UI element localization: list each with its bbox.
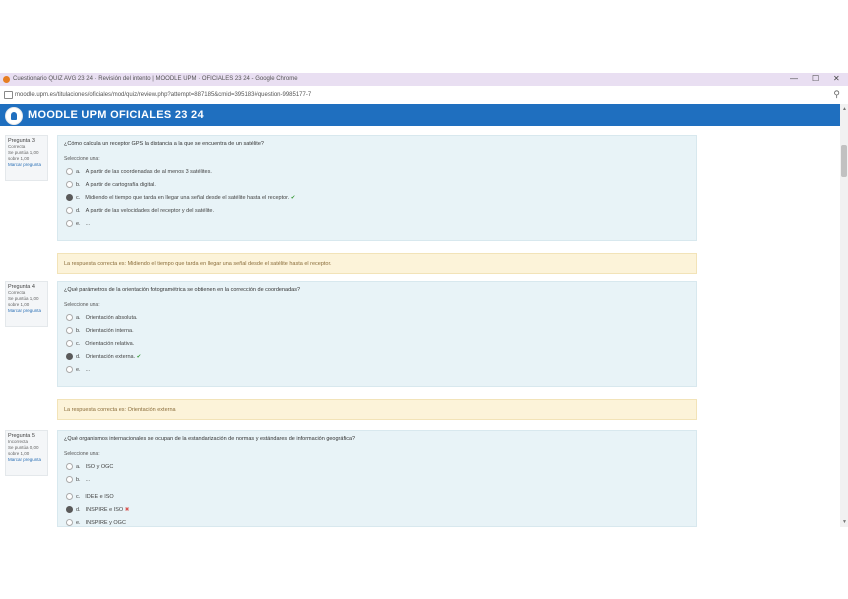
radio-button[interactable] [66, 207, 73, 214]
question-text: ¿Qué organismos internacionales se ocupan de la estandarización de normas y estándares de información geográfica? [64, 436, 356, 442]
answer-option[interactable]: d. Orientación externa. ✔ [66, 353, 141, 360]
answer-option[interactable]: b. ... [66, 476, 90, 483]
radio-button[interactable] [66, 327, 73, 334]
scroll-down-icon[interactable]: ▼ [842, 519, 847, 525]
correct-answer-feedback: La respuesta correcta es: Midiendo el tiempo que tarda en llegar una señal desde el satélite hasta el receptor. [57, 253, 697, 274]
window-title: Cuestionario QUIZ AVG 23 24 · Revisión del intento | MOODLE UPM · OFICIALES 23 24 - Google Chrome [13, 76, 298, 82]
moodle-header [0, 104, 840, 126]
question-state: Incorrecta [8, 439, 29, 444]
question-info [5, 430, 48, 476]
answer-option[interactable]: e. INSPIRE y OGC [66, 519, 126, 526]
question-prompt: Seleccione una: [64, 451, 100, 457]
answer-option[interactable]: e. ... [66, 366, 90, 373]
url-text[interactable]: moodle.upm.es/titulaciones/oficiales/mod/quiz/review.php?attempt=887185&cmid=395183#question-9985177-7 [15, 92, 312, 98]
maximize-button[interactable]: ☐ [812, 74, 820, 83]
radio-button[interactable] [66, 366, 73, 373]
radio-button[interactable] [66, 194, 73, 201]
question-number: Pregunta 3 [8, 138, 35, 144]
question-state: Correcta [8, 290, 26, 295]
answer-option[interactable]: a. A partir de las coordenadas de al menos 3 satélites. [66, 168, 212, 175]
question-text: ¿Cómo calcula un receptor GPS la distancia a la que se encuentra de un satélite? [64, 141, 264, 147]
question-info [5, 281, 48, 327]
question-score: Se puntúa 1,00 sobre 1,00 [8, 296, 39, 307]
minimize-button[interactable]: — [790, 74, 798, 83]
radio-button[interactable] [66, 181, 73, 188]
browser-window [0, 73, 848, 527]
radio-button[interactable] [66, 340, 73, 347]
radio-button[interactable] [66, 463, 73, 470]
question-box [57, 281, 697, 387]
question-number: Pregunta 5 [8, 433, 35, 439]
answer-option[interactable]: e. ... [66, 220, 90, 227]
question-prompt: Seleccione una: [64, 156, 100, 162]
question-state: Correcta [8, 144, 26, 149]
answer-option[interactable]: c. Orientación relativa. [66, 340, 134, 347]
answer-option[interactable]: a. ISO y OGC [66, 463, 113, 470]
radio-button[interactable] [66, 168, 73, 175]
question-prompt: Seleccione una: [64, 302, 100, 308]
question-box [57, 430, 697, 527]
question-box [57, 135, 697, 241]
close-button[interactable]: ✕ [833, 74, 840, 83]
scroll-up-icon[interactable]: ▲ [842, 106, 847, 112]
correct-icon: ✔ [136, 353, 142, 360]
answer-option[interactable]: b. A partir de cartografía digital. [66, 181, 156, 188]
address-bar[interactable] [0, 86, 848, 105]
answer-option[interactable]: d. A partir de las velocidades del receptor y del satélite. [66, 207, 214, 214]
moodle-logo-icon[interactable] [5, 107, 23, 125]
answer-option[interactable]: a. Orientación absoluta. [66, 314, 138, 321]
chrome-icon [3, 76, 10, 83]
question-text: ¿Qué parámetros de la orientación fotogramétrica se obtienen en la corrección de coordenadas? [64, 287, 301, 293]
answer-option[interactable]: d. INSPIRE e ISO ✖ [66, 506, 129, 513]
correct-answer-feedback: La respuesta correcta es: Orientación externa [57, 399, 697, 420]
correct-icon: ✔ [290, 194, 296, 201]
question-score: Se puntúa 0,00 sobre 1,00 [8, 445, 39, 456]
question-score: Se puntúa 1,00 sobre 1,00 [8, 150, 39, 161]
incorrect-icon: ✖ [124, 506, 130, 513]
answer-option[interactable]: c. Midiendo el tiempo que tarda en llegar una señal desde el satélite hasta el receptor. ✔ [66, 194, 295, 201]
radio-button[interactable] [66, 476, 73, 483]
radio-button[interactable] [66, 220, 73, 227]
question-number: Pregunta 4 [8, 284, 35, 290]
site-info-icon[interactable] [4, 91, 13, 99]
flag-question-link[interactable]: Marcar pregunta [8, 162, 42, 167]
radio-button[interactable] [66, 314, 73, 321]
answer-option[interactable]: b. Orientación interna. [66, 327, 134, 334]
flag-question-link[interactable]: Marcar pregunta [8, 457, 42, 462]
radio-button[interactable] [66, 519, 73, 526]
radio-button[interactable] [66, 506, 73, 513]
title-bar [0, 73, 848, 86]
radio-button[interactable] [66, 353, 73, 360]
radio-button[interactable] [66, 493, 73, 500]
quiz-review-content [0, 126, 840, 527]
search-icon[interactable]: ⚲ [833, 89, 840, 99]
site-brand[interactable]: MOODLE UPM OFICIALES 23 24 [28, 109, 204, 121]
scrollbar-thumb[interactable] [841, 145, 847, 177]
answer-option[interactable]: c. IDEE e ISO [66, 493, 114, 500]
flag-question-link[interactable]: Marcar pregunta [8, 308, 42, 313]
question-info [5, 135, 48, 181]
